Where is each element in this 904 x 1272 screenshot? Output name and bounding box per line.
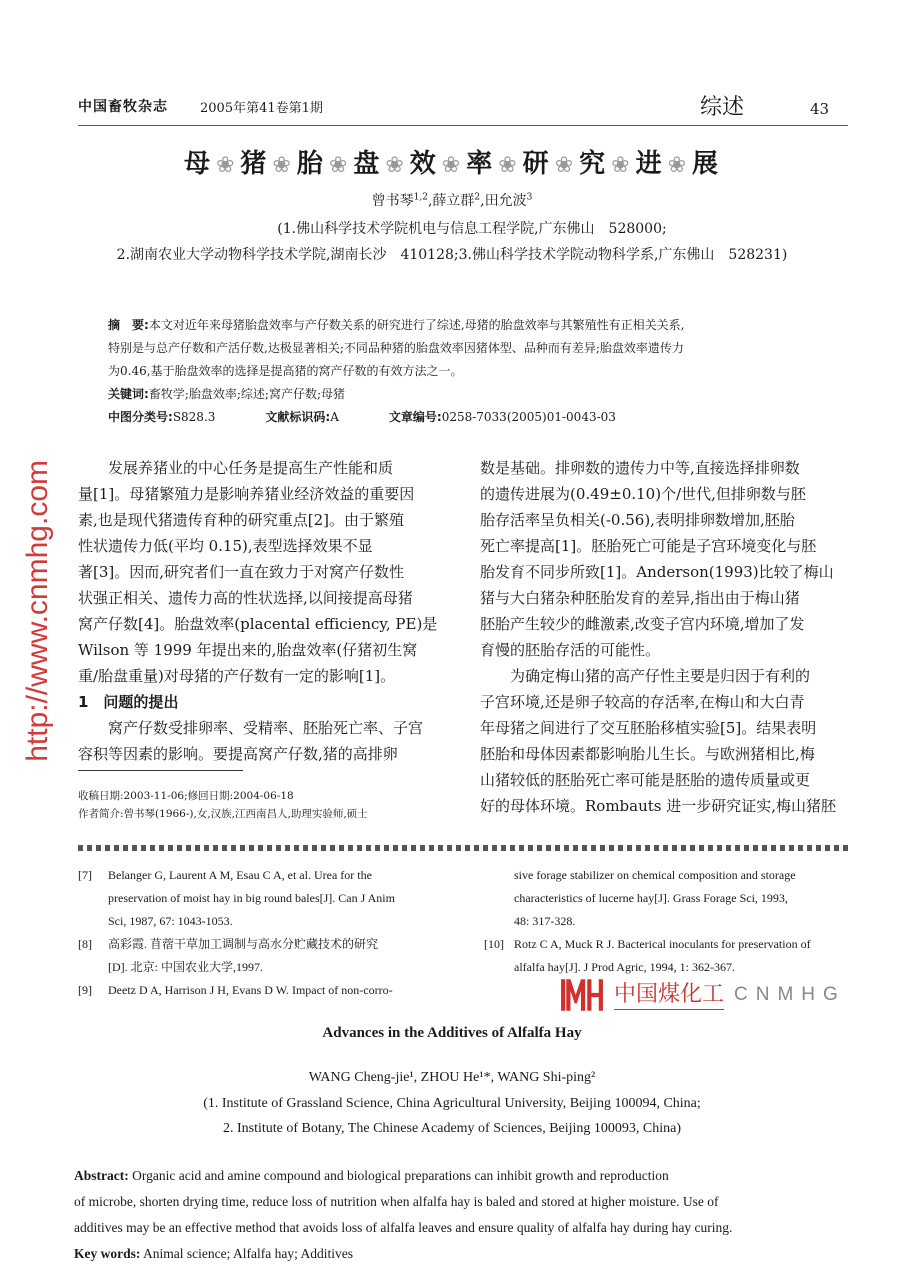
body-line: 著[3]。因而,研究者们一直在致力于对窝产仔数性 [78,563,405,581]
flower-separator-icon: ❀ [611,153,632,178]
reference-line: characteristics of lucerne hay[J]. Grass Forage Sci, 1993, [514,891,788,905]
flower-separator-icon: ❀ [667,153,689,178]
flower-separator-icon: ❀ [498,153,519,178]
abstract-label: 摘 要: [108,318,149,332]
body-line: 的遗传进展为(0.49±0.10)个/世代,但排卵数与胚 [480,485,806,503]
english-abstract-line: additives may be an effective method that avoids loss of alfalfa leaves and ensure quality of alfalfa hay during hay curing. [74,1220,733,1235]
reference-text: Rotz C A, Muck R J. Bacterical inoculants for preservation of [514,937,811,951]
author-1: 曾书琴 [371,193,414,209]
reference-line: [D]. 北京: 中国农业大学,1997. [108,960,263,974]
clc-value: S828.3 [172,410,216,424]
reference-line: Sci, 1987, 67: 1043-1053. [108,914,233,928]
flower-separator-icon: ❀ [441,153,463,178]
keywords-label: 关键词: [108,387,149,401]
body-line: 育慢的胚胎存活的可能性。 [480,641,661,659]
body-line: 年母猪之间进行了交互胚胎移植实验[5]。结果表明 [480,719,817,737]
english-abstract-line: of microbe, shorten drying time, reduce loss of nutrition when alfalfa hay is baled and stored at higher moisture. Use of [74,1194,719,1209]
english-keywords-text: Animal science; Alfalfa hay; Additives [143,1246,353,1261]
title-char: 盘 [353,149,382,179]
reference-number: [8] [78,937,92,951]
body-line: 为确定梅山猪的高产仔性主要是归因于有利的 [510,667,811,685]
author-2-aff: 2 [474,192,481,203]
logo-english-text: CNMHG [734,984,846,1005]
body-line: 子宫环境,还是卵子较高的存活率,在梅山和大白青 [480,693,805,711]
footnote-rule [78,770,243,771]
body-line: 窝产仔数[4]。胎盘效率(placental efficiency, PE)是 [78,615,438,633]
body-line: 胚胎和母体因素都影响胎儿生长。与欧洲猪相比,梅 [480,745,815,763]
logo-chinese-text: 中国煤化工 [614,981,724,1010]
header-rule [78,125,848,126]
body-line: 山猪较低的胚胎死亡率可能是胚胎的遗传质量或更 [480,771,811,789]
english-affiliation-2: 2. Institute of Botany, The Chinese Academy of Sciences, Beijing 100093, China) [222,1121,682,1136]
body-line: 胎存活率呈负相关(-0.56),表明排卵数增加,胚胎 [480,511,795,529]
affiliation-1: (1.佛山科学技术学院机电与信息工程学院,广东佛山 528000; [277,221,667,237]
flower-separator-icon: ❀ [554,153,576,178]
affiliation-2: 2.湖南农业大学动物科学技术学院,湖南长沙 410128;3.佛山科学技术学院动物科学系,广东佛山 528231) [116,247,788,263]
body-line: 重/胎盘重量)对母猪的产仔数有一定的影响[1]。 [78,667,396,685]
references-left [78,864,395,1002]
body-line: 死亡率提高[1]。胚胎死亡可能是子宫环境变化与胚 [480,537,817,555]
english-keywords-label: Key words: [74,1246,141,1261]
body-line: 量[1]。母猪繁殖力是影响养猪业经济效益的重要因 [78,485,415,503]
title-char: 猪 [240,149,269,179]
body-line: 胎发育不同步所致[1]。Anderson(1993)比较了梅山 [480,563,834,581]
keywords-text: 畜牧学;胎盘效率;综述;窝产仔数;母猪 [148,387,345,401]
reference-number: [10] [484,937,504,951]
cnmhg-logo [560,978,846,1012]
classification [108,406,828,429]
reference-line: sive forage stabilizer on chemical composition and storage [514,868,796,882]
reference-line: 48: 317-328. [514,914,576,928]
body-left-column [78,455,443,767]
section-divider [78,845,848,851]
body-line: 容积等因素的影响。要提高窝产仔数,猪的高排卵 [78,745,398,763]
references-right [484,864,811,979]
body-line: 窝产仔数受排卵率、受精率、胚胎死亡率、子宫 [108,719,424,737]
flower-separator-icon: ❀ [272,153,293,178]
body-line: 好的母体环境。Rombauts 进一步研究证实,梅山猪胚 [480,797,837,815]
cnmhg-logo-mark [560,979,604,1011]
body-line: 猪与大白猪杂种胚胎发育的差异,指出由于梅山猪 [480,589,800,607]
abstract-line: 特别是与总产仔数和产活仔数,达极显著相关;不同品种猪的胎盘效率因猪体型、品种而有差异;胎盘效率遗传力 [108,341,684,355]
english-title: Advances in the Additives of Alfalfa Hay [322,1025,582,1041]
body-line: 状强正相关、遗传力高的性状选择,以间接提高母猪 [78,589,413,607]
flower-separator-icon: ❀ [215,153,237,178]
page-number: 43 [810,100,830,118]
doc-label: 文献标识码: [265,410,331,424]
section-heading: 1 问题的提出 [78,693,179,711]
reference-number: [9] [78,983,92,997]
author-1-aff: 1,2 [413,192,428,203]
reference-text: Deetz D A, Harrison J H, Evans D W. Impact of non-corro- [108,983,393,997]
abstract-line [108,314,828,337]
body-line: 数是基础。排卵数的遗传力中等,直接选择排卵数 [480,459,800,477]
reference-line: alfalfa hay[J]. J Prod Agric, 1994, 1: 362-367. [514,960,735,974]
art-label: 文章编号: [388,410,442,424]
english-abstract-line [74,1163,854,1189]
body-right-column [480,455,845,819]
doc-value: A [330,410,339,424]
title-char: 研 [522,149,551,179]
flower-separator-icon: ❀ [328,153,350,178]
body-line: Wilson 等 1999 年提出来的,胎盘效率(仔猪初生窝 [78,641,418,659]
reference-text: Belanger G, Laurent A M, Esau C A, et al. Urea for the [108,868,372,882]
flower-separator-icon: ❀ [385,153,406,178]
abstract [108,314,828,429]
reference-line [78,933,395,956]
article-title [0,143,904,180]
body-line: 性状遗传力低(平均 0.15),表型选择效果不显 [78,537,373,555]
title-char: 效 [409,149,438,179]
art-value: 0258-7033(2005)01-0043-03 [441,410,616,424]
author-3-aff: 3 [526,192,533,203]
keywords [108,383,828,406]
title-char: 进 [635,149,664,179]
title-char: 母 [183,149,212,179]
footnote-author: 作者简介:曾书琴(1966-),女,汉族,江西南昌人,助理实验师,硕士 [78,808,368,820]
authors [0,190,904,210]
reference-number: [7] [78,868,92,882]
english-authors: WANG Cheng-jie¹, ZHOU He¹*, WANG Shi-ping² [308,1070,596,1085]
english-abstract [74,1163,854,1267]
reference-line [78,864,395,887]
title-char: 展 [692,149,721,179]
clc-label: 中图分类号: [108,410,173,424]
english-affiliation-1: (1. Institute of Grassland Science, China Agricultural University, Beijing 100094, China; [203,1096,701,1111]
section-label: 综述 [700,95,745,120]
author-3: ,田允波 [480,193,527,209]
journal-issue: 2005年第41卷第1期 [200,101,323,116]
reference-text: 高彩霞. 苜蓿干草加工调制与高水分贮藏技术的研究 [108,937,379,951]
journal-name: 中国畜牧杂志 [78,99,168,115]
english-keywords [74,1241,854,1267]
abstract-text: 本文对近年来母猪胎盘效率与产仔数关系的研究进行了综述,母猪的胎盘效率与其繁殖性有正相关关系, [148,318,685,332]
title-char: 究 [579,149,608,179]
footnote-received: 收稿日期:2003-11-06;修回日期:2004-06-18 [78,790,294,802]
author-2: ,薛立群 [427,193,475,209]
title-char: 率 [466,149,495,179]
english-abstract-text: Organic acid and amine compound and biological preparations can inhibit growth and reproduction [132,1168,669,1183]
body-line: 素,也是现代猪遗传育种的研究重点[2]。由于繁殖 [78,511,405,529]
watermark-url: http://www.cnmhg.com [21,460,54,762]
english-abstract-label: Abstract: [74,1168,129,1183]
reference-line: preservation of moist hay in big round bales[J]. Can J Anim [108,891,395,905]
body-line: 发展养猪业的中心任务是提高生产性能和质 [108,459,394,477]
body-line: 胚胎产生较少的雌激素,改变子宫内环境,增加了发 [480,615,805,633]
reference-line [484,933,811,956]
title-char: 胎 [296,149,325,179]
abstract-line: 为0.46,基于胎盘效率的选择是提高猪的窝产仔数的有效方法之一。 [108,364,463,378]
reference-line [78,979,395,1002]
